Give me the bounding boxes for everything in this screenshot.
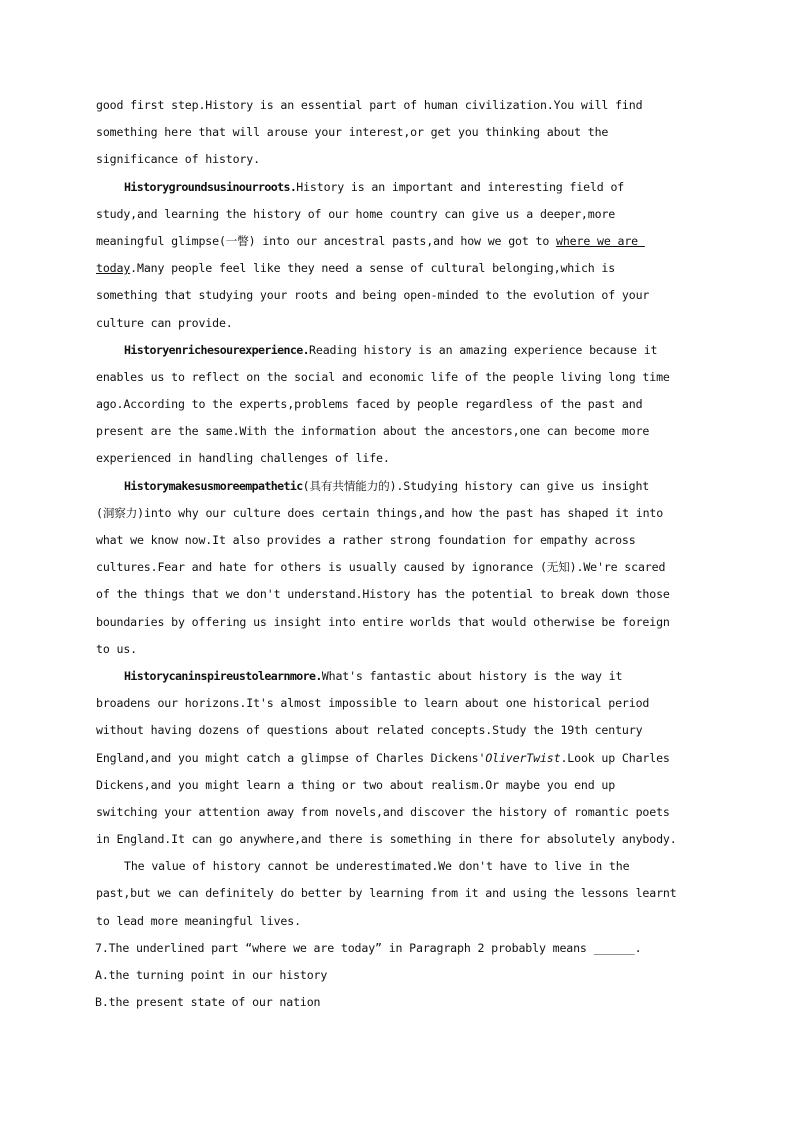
paragraph-4-line-7: to us. — [96, 641, 137, 656]
intro-line-2: something here that will arouse your interest,or get you thinking about the — [96, 125, 609, 140]
paragraph-4-line-1: Historymakesusmoreempathetic(具有共情能力的).Studying history can give us insight — [124, 478, 650, 493]
intro-line-3: significance of history. — [96, 152, 260, 167]
paragraph-2-line-6: culture can provide. — [96, 315, 233, 330]
paragraph-5-line-1: Historycaninspireustolearnmore.What's fantastic about history is the way it — [124, 668, 623, 683]
option-b: B.the present state of our nation — [95, 995, 321, 1010]
paragraph-2-line-1: Historygroundsusinourroots.History is an important and interesting field of — [124, 179, 625, 194]
paragraph-5-line-6: switching your attention away from novels,and discover the history of romantic poets — [96, 804, 670, 819]
paragraph-2-line-3: meaningful glimpse(一瞥) into our ancestral pasts,and how we got to where we are — [96, 233, 645, 248]
paragraph-4-heading: Historymakesusmoreempathetic — [124, 478, 303, 493]
paragraph-2-line-5: something that studying your roots and being open-minded to the evolution of your — [96, 288, 650, 303]
paragraph-4-line-2: (洞察力)into why our culture does certain things,and how the past has shaped it into — [96, 505, 664, 520]
paragraph-2-heading: Historygroundsusinourroots. — [124, 179, 297, 194]
paragraph-4-line-5: of the things that we don't understand.History has the potential to break down those — [96, 587, 670, 602]
underlined-phrase-part-1: where we are — [556, 233, 645, 248]
paragraph-3-heading: Historyenrichesourexperience. — [124, 342, 310, 357]
paragraph-5-line-2: broadens our horizons.It's almost impossible to learn about one historical period — [96, 696, 650, 711]
paragraph-4-line-3: what we know now.It also provides a rather strong foundation for empathy across — [96, 533, 636, 547]
paragraph-5-line-7: in England.It can go anywhere,and there is something in there for absolutely anybody. — [96, 832, 677, 847]
paragraph-3-line-3: ago.According to the experts,problems faced by people regardless of the past and — [96, 397, 643, 412]
paragraph-2-line-4: today.Many people feel like they need a sense of cultural belonging,which is — [96, 261, 616, 276]
paragraph-4-line-6: boundaries by offering us insight into entire worlds that would otherwise be foreign — [96, 614, 670, 629]
paragraph-4-line-4: cultures.Fear and hate for others is usually caused by ignorance (无知).We're scared — [96, 560, 666, 575]
paragraph-5-line-5: Dickens,and you might learn a thing or two about realism.Or maybe you end up — [96, 777, 616, 792]
paragraph-6-line-1: The value of history cannot be underestimated.We don't have to live in the — [124, 859, 630, 874]
paragraph-6-line-2: past,but we can definitely do better by learning from it and using the lessons learnt — [96, 886, 677, 901]
paragraph-3-line-2: enables us to reflect on the social and economic life of the people living long time — [96, 369, 670, 384]
intro-line-1: good first step.History is an essential part of human civilization.You will find — [96, 98, 643, 112]
option-a: A.the turning point in our history — [95, 968, 328, 982]
paragraph-3-line-5: experienced in handling challenges of life. — [96, 451, 390, 466]
paragraph-3-line-1: Historyenrichesourexperience.Reading history is an amazing experience because it — [124, 342, 658, 357]
question-stem: 7.The underlined part “where we are today” in Paragraph 2 probably means ______. — [95, 940, 642, 955]
passage — [96, 92, 696, 1016]
book-title: OliverTwist — [485, 750, 561, 765]
paragraph-3-line-4: present are the same.With the information about the ancestors,one can become more — [96, 424, 650, 439]
paragraph-5-line-3: without having dozens of questions about related concepts.Study the 19th century — [96, 723, 643, 738]
paragraph-2-line-2: study,and learning the history of our home country can give us a deeper,more — [96, 206, 616, 221]
paragraph-5-heading: Historycaninspireustolearnmore. — [124, 668, 322, 683]
paragraph-6-line-3: to lead more meaningful lives. — [96, 913, 301, 928]
underlined-phrase-part-2: today — [96, 261, 131, 276]
paragraph-5-line-4: England,and you might catch a glimpse of Charles Dickens'OliverTwist.Look up Charles — [96, 750, 670, 765]
